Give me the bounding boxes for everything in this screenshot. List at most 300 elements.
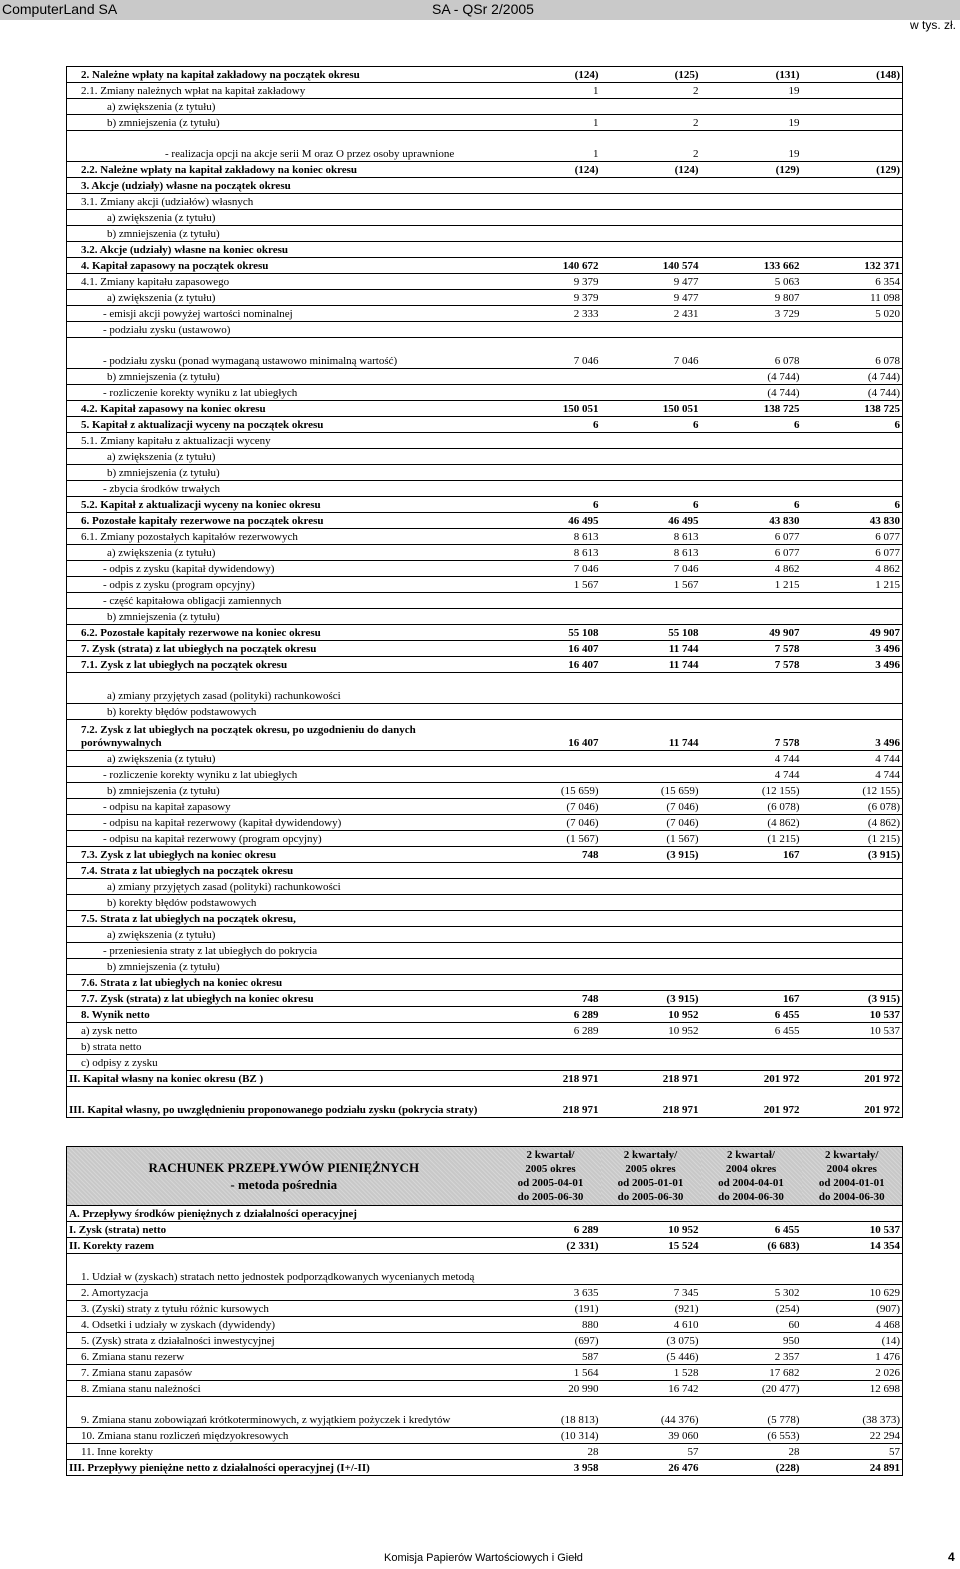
table-row	[67, 783, 903, 799]
cashflow-title: RACHUNEK PRZEPŁYWÓW PIENIĘŻNYCH	[148, 1160, 420, 1175]
value-cell: 7 046	[501, 561, 601, 577]
table-row	[67, 178, 903, 194]
value-cell	[701, 927, 802, 943]
table-row	[67, 1460, 903, 1476]
value-cell	[501, 895, 601, 911]
value-cell	[501, 99, 601, 115]
value-cell: 17 682	[701, 1365, 802, 1381]
value-cell: 10 952	[601, 1007, 701, 1023]
equity-changes-table	[66, 66, 903, 1118]
value-cell: 150 051	[601, 401, 701, 417]
value-cell: 6	[701, 417, 802, 433]
value-cell: 133 662	[701, 258, 802, 274]
table-row	[67, 290, 903, 306]
value-cell: 7 345	[601, 1285, 701, 1301]
value-cell: 6 289	[501, 1023, 601, 1039]
value-cell: 39 060	[601, 1428, 701, 1444]
row-label: 7.2. Zysk z lat ubiegłych na początek okresu, po uzgodnieniu do danych porównywalnych	[67, 720, 501, 751]
value-cell: 6 455	[701, 1023, 802, 1039]
value-cell	[802, 704, 903, 720]
row-label: 7.5. Strata z lat ubiegłych na początek okresu,	[67, 911, 501, 927]
value-cell	[601, 673, 701, 704]
value-cell: 8 613	[601, 529, 701, 545]
value-cell	[501, 1039, 601, 1055]
value-cell: 19	[701, 115, 802, 131]
table-row	[67, 1039, 903, 1055]
page-number: 4	[948, 1550, 955, 1564]
value-cell: 950	[701, 1333, 802, 1349]
value-cell: 6	[601, 417, 701, 433]
value-cell: 4 744	[701, 767, 802, 783]
value-cell	[802, 609, 903, 625]
value-cell	[601, 751, 701, 767]
table-row	[67, 625, 903, 641]
row-label: c) odpisy z zysku	[67, 1055, 501, 1071]
row-label: b) zmniejszenia (z tytułu)	[67, 959, 501, 975]
value-cell	[802, 178, 903, 194]
table-row	[67, 433, 903, 449]
value-cell	[501, 433, 601, 449]
value-cell: 218 971	[601, 1087, 701, 1118]
value-cell	[601, 433, 701, 449]
value-cell: (12 155)	[701, 783, 802, 799]
value-cell: 49 907	[802, 625, 903, 641]
value-cell: 218 971	[601, 1071, 701, 1087]
value-cell: (10 314)	[501, 1428, 601, 1444]
value-cell: 6 077	[802, 545, 903, 561]
value-cell: 6 289	[501, 1007, 601, 1023]
value-cell: (907)	[802, 1301, 903, 1317]
value-cell	[802, 115, 903, 131]
table-row	[67, 959, 903, 975]
table-row	[67, 131, 903, 162]
value-cell	[601, 959, 701, 975]
row-label: - emisji akcji powyżej wartości nominalnej	[67, 306, 501, 322]
row-label: a) zmiany przyjętych zasad (polityki) rachunkowości	[67, 673, 501, 704]
value-cell	[701, 943, 802, 959]
value-cell: 3 496	[802, 641, 903, 657]
row-label: III. Przepływy pieniężne netto z działalności operacyjnej (I+/-II)	[67, 1460, 501, 1476]
row-label: 8. Zmiana stanu należności	[67, 1381, 501, 1397]
value-cell: 2	[601, 83, 701, 99]
table-row	[67, 1444, 903, 1460]
table-row	[67, 242, 903, 258]
row-label: 3. Akcje (udziały) własne na początek okresu	[67, 178, 501, 194]
value-cell: 46 495	[601, 513, 701, 529]
value-cell	[601, 1254, 701, 1285]
value-cell: 43 830	[701, 513, 802, 529]
row-label: b) zmniejszenia (z tytułu)	[67, 115, 501, 131]
value-cell: 2	[601, 115, 701, 131]
value-cell	[802, 959, 903, 975]
value-cell: 14 354	[802, 1238, 903, 1254]
row-label: b) korekty błędów podstawowych	[67, 704, 501, 720]
value-cell: (4 744)	[701, 369, 802, 385]
value-cell	[601, 863, 701, 879]
value-cell: 3 729	[701, 306, 802, 322]
table-row	[67, 673, 903, 704]
company-name: ComputerLand SA	[2, 1, 118, 17]
units-label: w tys. zł.	[909, 18, 956, 32]
value-cell	[501, 593, 601, 609]
value-cell: 16 407	[501, 657, 601, 673]
table-row	[67, 847, 903, 863]
value-cell: 6	[701, 497, 802, 513]
value-cell: 2 026	[802, 1365, 903, 1381]
value-cell: (3 915)	[802, 847, 903, 863]
value-cell: 1	[501, 131, 601, 162]
table-row	[67, 513, 903, 529]
row-label: 6. Zmiana stanu rezerw	[67, 1349, 501, 1365]
value-cell: 5 063	[701, 274, 802, 290]
cashflow-section-row	[67, 1206, 903, 1222]
value-cell: 1 476	[802, 1349, 903, 1365]
value-cell: (228)	[701, 1460, 802, 1476]
value-cell: 1 567	[601, 577, 701, 593]
value-cell	[501, 449, 601, 465]
value-cell	[601, 1055, 701, 1071]
value-cell: 167	[701, 847, 802, 863]
value-cell: 11 744	[601, 720, 701, 751]
value-cell: 19	[701, 83, 802, 99]
value-cell: 10 952	[601, 1023, 701, 1039]
table-row	[67, 609, 903, 625]
row-label: - przeniesienia straty z lat ubiegłych do pokrycia	[67, 943, 501, 959]
value-cell	[701, 465, 802, 481]
table-row	[67, 99, 903, 115]
row-label: - podziału zysku (ponad wymaganą ustawowo minimalną wartość)	[67, 338, 501, 369]
table-row	[67, 1317, 903, 1333]
row-label: 5.1. Zmiany kapitału z aktualizacji wyceny	[67, 433, 501, 449]
value-cell: 6 455	[701, 1222, 802, 1238]
row-label: 7.1. Zysk z lat ubiegłych na początek okresu	[67, 657, 501, 673]
value-cell	[701, 593, 802, 609]
table-row	[67, 720, 903, 751]
value-cell	[701, 226, 802, 242]
table-row	[67, 751, 903, 767]
value-cell	[802, 1039, 903, 1055]
value-cell	[601, 226, 701, 242]
row-label: 7.4. Strata z lat ubiegłych na początek okresu	[67, 863, 501, 879]
value-cell: 26 476	[601, 1460, 701, 1476]
value-cell: (3 915)	[601, 991, 701, 1007]
column-header: 2 kwartały/ 2005 okres od 2005-01-01 do 2005-06-30	[601, 1147, 701, 1206]
row-label: 4. Kapitał zapasowy na początek okresu	[67, 258, 501, 274]
value-cell: 6	[601, 497, 701, 513]
cashflow-table	[66, 1146, 903, 1476]
table-row	[67, 274, 903, 290]
value-cell: 7 046	[501, 338, 601, 369]
value-cell	[601, 927, 701, 943]
row-label: 4.2. Kapitał zapasowy na koniec okresu	[67, 401, 501, 417]
value-cell: 201 972	[802, 1087, 903, 1118]
value-cell: (7 046)	[501, 815, 601, 831]
value-cell: (20 477)	[701, 1381, 802, 1397]
value-cell: (1 567)	[601, 831, 701, 847]
row-label: 7.7. Zysk (strata) z lat ubiegłych na koniec okresu	[67, 991, 501, 1007]
value-cell	[701, 959, 802, 975]
row-label: a) zysk netto	[67, 1023, 501, 1039]
table-row	[67, 927, 903, 943]
value-cell: 6	[501, 417, 601, 433]
value-cell	[802, 465, 903, 481]
table-row	[67, 1285, 903, 1301]
value-cell: 4 468	[802, 1317, 903, 1333]
table-row	[67, 210, 903, 226]
value-cell	[701, 242, 802, 258]
value-cell	[802, 83, 903, 99]
value-cell: 16 407	[501, 641, 601, 657]
table-row	[67, 879, 903, 895]
value-cell	[802, 975, 903, 991]
table-row	[67, 1349, 903, 1365]
value-cell	[501, 767, 601, 783]
value-cell	[601, 704, 701, 720]
table-row	[67, 767, 903, 783]
row-label: a) zwiększenia (z tytułu)	[67, 927, 501, 943]
value-cell	[802, 322, 903, 338]
value-cell: 6 077	[701, 529, 802, 545]
value-cell	[701, 911, 802, 927]
value-cell: 22 294	[802, 1428, 903, 1444]
value-cell: 4 744	[802, 751, 903, 767]
value-cell	[501, 465, 601, 481]
table-row	[67, 911, 903, 927]
value-cell: 140 672	[501, 258, 601, 274]
value-cell: (18 813)	[501, 1397, 601, 1428]
value-cell: 3 635	[501, 1285, 601, 1301]
value-cell: 43 830	[802, 513, 903, 529]
row-label: a) zwiększenia (z tytułu)	[67, 290, 501, 306]
value-cell: 587	[501, 1349, 601, 1365]
value-cell	[802, 131, 903, 162]
table-row	[67, 83, 903, 99]
value-cell: 9 477	[601, 290, 701, 306]
row-label: 7. Zmiana stanu zapasów	[67, 1365, 501, 1381]
value-cell: (7 046)	[601, 799, 701, 815]
value-cell	[601, 322, 701, 338]
value-cell	[601, 210, 701, 226]
value-cell: 15 524	[601, 1238, 701, 1254]
value-cell	[501, 322, 601, 338]
value-cell	[802, 481, 903, 497]
value-cell	[701, 322, 802, 338]
value-cell: (124)	[501, 162, 601, 178]
table-row	[67, 1071, 903, 1087]
table-row	[67, 657, 903, 673]
row-label: 6.2. Pozostałe kapitały rezerwowe na koniec okresu	[67, 625, 501, 641]
row-label: 2.1. Zmiany należnych wpłat na kapitał zakładowy	[67, 83, 501, 99]
value-cell	[601, 593, 701, 609]
value-cell: (148)	[802, 67, 903, 83]
value-cell	[802, 242, 903, 258]
value-cell: 1 215	[802, 577, 903, 593]
row-label: 7.3. Zysk z lat ubiegłych na koniec okresu	[67, 847, 501, 863]
value-cell: (7 046)	[601, 815, 701, 831]
value-cell	[802, 449, 903, 465]
row-label: 4. Odsetki i udziały w zyskach (dywidendy)	[67, 1317, 501, 1333]
table-row	[67, 1397, 903, 1428]
table-row	[67, 465, 903, 481]
value-cell	[501, 609, 601, 625]
value-cell: 880	[501, 1317, 601, 1333]
table-row	[67, 385, 903, 401]
value-cell: (3 915)	[802, 991, 903, 1007]
row-label: 5. (Zysk) strata z działalności inwestycyjnej	[67, 1333, 501, 1349]
value-cell: 7 578	[701, 720, 802, 751]
value-cell: 4 862	[701, 561, 802, 577]
value-cell	[501, 178, 601, 194]
value-cell: 2 333	[501, 306, 601, 322]
value-cell	[601, 911, 701, 927]
value-cell: 2 357	[701, 1349, 802, 1365]
value-cell	[701, 673, 802, 704]
table-row	[67, 641, 903, 657]
value-cell: 46 495	[501, 513, 601, 529]
value-cell: 6 354	[802, 274, 903, 290]
value-cell: (4 862)	[701, 815, 802, 831]
value-cell: 16 742	[601, 1381, 701, 1397]
value-cell	[802, 879, 903, 895]
value-cell	[501, 911, 601, 927]
value-cell: 7 046	[601, 338, 701, 369]
value-cell: 6 078	[701, 338, 802, 369]
value-cell: 6	[501, 497, 601, 513]
value-cell: 6 078	[802, 338, 903, 369]
value-cell: 20 990	[501, 1381, 601, 1397]
table-row	[67, 704, 903, 720]
column-header: 2 kwartał/ 2004 okres od 2004-04-01 do 2004-06-30	[701, 1147, 802, 1206]
table-row	[67, 577, 903, 593]
row-label: a) zwiększenia (z tytułu)	[67, 545, 501, 561]
table-row	[67, 369, 903, 385]
value-cell	[601, 178, 701, 194]
value-cell: 3 496	[802, 720, 903, 751]
value-cell: 11 098	[802, 290, 903, 306]
value-cell	[501, 385, 601, 401]
row-label: b) korekty błędów podstawowych	[67, 895, 501, 911]
value-cell	[501, 1055, 601, 1071]
value-cell: (1 567)	[501, 831, 601, 847]
value-cell	[701, 99, 802, 115]
value-cell	[802, 927, 903, 943]
row-label: - część kapitałowa obligacji zamiennych	[67, 593, 501, 609]
value-cell	[501, 1254, 601, 1285]
value-cell	[802, 433, 903, 449]
value-cell	[701, 975, 802, 991]
table-row	[67, 306, 903, 322]
value-cell: 167	[701, 991, 802, 1007]
cashflow-title-cell	[67, 1147, 501, 1206]
value-cell: 60	[701, 1317, 802, 1333]
row-label: - rozliczenie korekty wyniku z lat ubiegłych	[67, 385, 501, 401]
value-cell: 1	[501, 83, 601, 99]
table-row	[67, 481, 903, 497]
row-label: - odpis z zysku (program opcyjny)	[67, 577, 501, 593]
table-row	[67, 338, 903, 369]
value-cell: 3 958	[501, 1460, 601, 1476]
footer-text: Komisja Papierów Wartościowych i Giełd	[384, 1552, 583, 1564]
value-cell	[802, 1055, 903, 1071]
value-cell	[601, 99, 701, 115]
value-cell: 10 629	[802, 1285, 903, 1301]
table-row	[67, 226, 903, 242]
row-label: I. Zysk (strata) netto	[67, 1222, 501, 1238]
table-row	[67, 401, 903, 417]
table-row	[67, 529, 903, 545]
value-cell	[501, 481, 601, 497]
value-cell	[601, 975, 701, 991]
value-cell: 4 610	[601, 1317, 701, 1333]
value-cell: 16 407	[501, 720, 601, 751]
value-cell: (44 376)	[601, 1397, 701, 1428]
row-label: 6.1. Zmiany pozostałych kapitałów rezerwowych	[67, 529, 501, 545]
value-cell: (1 215)	[802, 831, 903, 847]
row-label: b) zmniejszenia (z tytułu)	[67, 226, 501, 242]
row-label: - podziału zysku (ustawowo)	[67, 322, 501, 338]
value-cell	[701, 210, 802, 226]
table-row	[67, 449, 903, 465]
value-cell: (1 215)	[701, 831, 802, 847]
table-row	[67, 1055, 903, 1071]
report-name: SA - QSr 2/2005	[432, 1, 534, 17]
row-label: b) zmniejszenia (z tytułu)	[67, 609, 501, 625]
value-cell	[601, 385, 701, 401]
value-cell	[501, 943, 601, 959]
report-header-bar	[0, 0, 960, 20]
value-cell: (921)	[601, 1301, 701, 1317]
row-label: b) zmniejszenia (z tytułu)	[67, 369, 501, 385]
value-cell	[601, 609, 701, 625]
value-cell: (4 744)	[701, 385, 802, 401]
value-cell: 9 477	[601, 274, 701, 290]
value-cell: 7 578	[701, 657, 802, 673]
value-cell: (254)	[701, 1301, 802, 1317]
table-row	[67, 1087, 903, 1118]
row-label: b) zmniejszenia (z tytułu)	[67, 465, 501, 481]
value-cell: (12 155)	[802, 783, 903, 799]
value-cell: 8 613	[501, 545, 601, 561]
row-label: b) strata netto	[67, 1039, 501, 1055]
row-label: II. Korekty razem	[67, 1238, 501, 1254]
value-cell: 218 971	[501, 1071, 601, 1087]
row-label: 7.6. Strata z lat ubiegłych na koniec okresu	[67, 975, 501, 991]
value-cell: (38 373)	[802, 1397, 903, 1428]
row-label: - odpis z zysku (kapitał dywidendowy)	[67, 561, 501, 577]
row-label: 5.2. Kapitał z aktualizacji wyceny na koniec okresu	[67, 497, 501, 513]
value-cell	[601, 879, 701, 895]
value-cell	[802, 673, 903, 704]
row-label: 8. Wynik netto	[67, 1007, 501, 1023]
value-cell	[802, 911, 903, 927]
row-label: a) zwiększenia (z tytułu)	[67, 210, 501, 226]
value-cell	[601, 895, 701, 911]
value-cell: (5 446)	[601, 1349, 701, 1365]
value-cell: 7 578	[701, 641, 802, 657]
row-label: b) zmniejszenia (z tytułu)	[67, 783, 501, 799]
table-row	[67, 799, 903, 815]
table-row	[67, 115, 903, 131]
value-cell	[701, 704, 802, 720]
value-cell: 8 613	[501, 529, 601, 545]
value-cell	[501, 927, 601, 943]
value-cell	[501, 863, 601, 879]
value-cell: (129)	[802, 162, 903, 178]
value-cell: 201 972	[701, 1087, 802, 1118]
value-cell: 3 496	[802, 657, 903, 673]
value-cell	[701, 879, 802, 895]
value-cell	[501, 704, 601, 720]
